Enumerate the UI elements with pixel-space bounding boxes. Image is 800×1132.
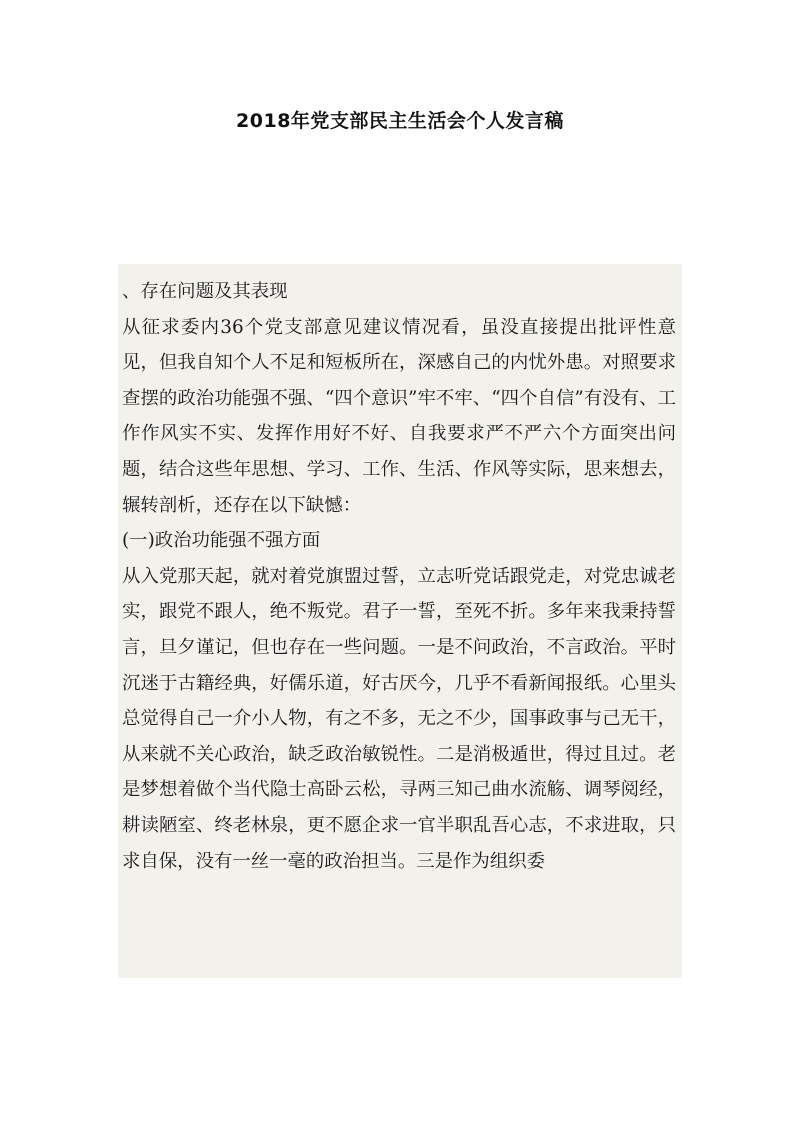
document-body xyxy=(118,264,682,978)
paragraph: 从入党那天起，就对着党旗盟过誓，立志听党话跟党走，对党忠诚老实，跟党不跟人，绝不叛党。君子一誓，至死不折。多年来我秉持誓言，旦夕谨记，但也存在一些问题。一是不问政治，不言政治。平时沉迷于古籍经典，好儒乐道，好古厌今，几乎不看新闻报纸。心里头总觉得自己一介小人物，有之不多，无之不少，国事政事与己无干，从来就不关心政治，缺乏政治敏锐性。二是消极遁世，得过且过。老是梦想着做个当代隐士高卧云松，寻两三知己曲水流觞、调琴阅经，耕读陋室、终老林泉，更不愿企求一官半职乱吾心志，不求进取，只求自保，没有一丝一毫的政治担当。三是作为组织委 xyxy=(122,565,676,872)
paragraph: 从征求委内36个党支部意见建议情况看，虽没直接提出批评性意见，但我自知个人不足和短板所在，深感自己的内忧外患。对照要求查摆的政治功能强不强、“四个意识”牢不牢、“四个自信”有没有、工作作风实不实、发挥作用好不好、自我要求严不严六个方面突出问题，结合这些年思想、学习、工作、生活、作风等实际，思来想去，辗转剖析，还存在以下缺憾： xyxy=(122,316,676,516)
section-heading: 、存在问题及其表现 xyxy=(122,281,288,302)
page-title: 2018年党支部民主生活会个人发言稿 xyxy=(236,110,564,132)
subheading: (一)政治功能强不强方面 xyxy=(122,530,321,552)
